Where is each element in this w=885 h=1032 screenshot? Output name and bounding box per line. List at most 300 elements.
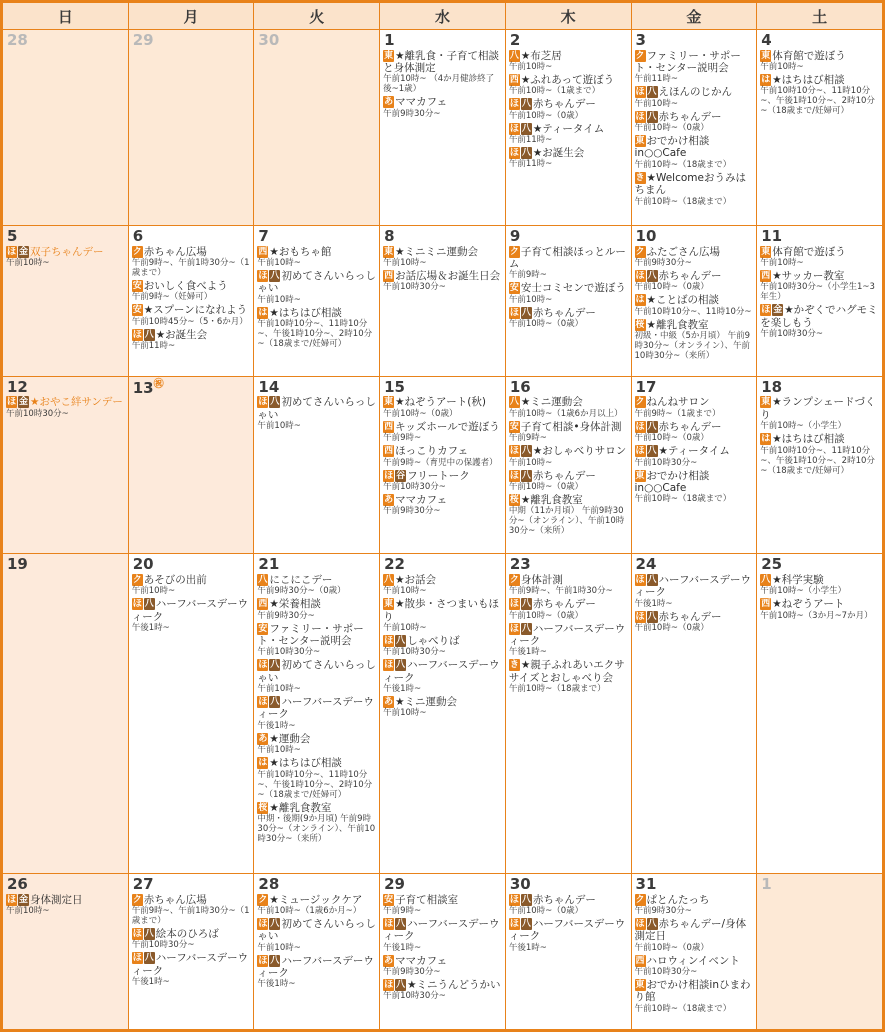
calendar-event[interactable] — [380, 955, 505, 979]
event-venue-tag: ほ — [509, 307, 519, 318]
event-time: 中期・後期(9か月頃) 午前9時30分~（オンライン）、午前10時30分~（来所） — [257, 814, 376, 845]
event-title: は ★ことばの相談 — [635, 294, 719, 307]
event-title: ク ふたごさん広場 — [635, 245, 721, 258]
calendar-day-cell[interactable] — [757, 226, 883, 377]
calendar-day-cell[interactable] — [128, 376, 254, 553]
calendar-event[interactable] — [254, 270, 379, 307]
event-venue-tag: ク — [132, 246, 142, 257]
calendar-event[interactable] — [129, 928, 254, 952]
event-venue-tag: ほ — [635, 421, 645, 432]
calendar-event[interactable] — [380, 979, 505, 1003]
day-number: 4 — [761, 31, 772, 49]
event-title: ほ 八 赤ちゃんデー — [635, 420, 722, 433]
calendar-day-cell[interactable] — [3, 554, 129, 874]
calendar-event[interactable] — [757, 50, 882, 74]
event-venue-tag: ほ — [509, 623, 519, 634]
calendar-event[interactable] — [254, 802, 379, 846]
event-title: 西 ★栄養相談 — [258, 598, 321, 611]
day-number: 10 — [635, 227, 657, 246]
event-title: は ★はちはび相談 — [258, 306, 342, 319]
calendar-event[interactable] — [632, 955, 757, 979]
calendar-table — [2, 2, 883, 1030]
calendar-event[interactable] — [380, 696, 505, 720]
event-time: 午前10時~（0歳） — [508, 319, 584, 330]
calendar-event[interactable] — [129, 574, 254, 598]
event-title: ク 赤ちゃん広場 — [132, 245, 207, 258]
event-time: 午前10時~（18歳まで） — [508, 684, 606, 695]
event-title: ほ 八 赤ちゃんデー/身体測定日 — [634, 917, 747, 943]
calendar-event[interactable] — [380, 659, 505, 696]
event-venue-tag: 八 — [270, 397, 280, 408]
event-title: 安 ファミリー・サポート・センター説明会 — [257, 622, 364, 647]
event-venue-tag: ほ — [384, 660, 394, 671]
calendar-event[interactable] — [506, 147, 631, 171]
event-time: 午前9時30分~ — [383, 108, 441, 119]
event-venue-tag: 桜 — [635, 319, 645, 330]
event-venue-tag: 八 — [144, 953, 154, 964]
event-venue-tag: 八 — [521, 123, 531, 134]
event-venue-tag: ほ — [132, 329, 142, 340]
event-time: 午前10時30分~ — [634, 457, 698, 468]
event-venue-tag: ク — [635, 246, 645, 257]
weekday-header: 水 — [380, 3, 506, 30]
event-time: 午後1時~ — [257, 720, 296, 731]
day-number: 15 — [384, 377, 405, 396]
calendar-event[interactable] — [380, 445, 505, 469]
holiday-marker: ㊗ — [153, 378, 164, 390]
event-time: 午前10時~ — [634, 98, 678, 109]
calendar-event[interactable] — [380, 50, 505, 97]
event-title: ほ 八 ★ミニうんどうかい — [384, 979, 501, 992]
event-title: ほ 八 ハーフバースデーウィーク — [634, 573, 751, 599]
day-number: 31 — [635, 875, 657, 894]
calendar-event[interactable] — [757, 396, 882, 433]
event-time: 午前10時~（0歳） — [634, 282, 709, 293]
event-title: 安 安士コミセンで遊ぼう — [509, 282, 626, 295]
calendar-event[interactable] — [632, 270, 757, 294]
calendar-day-cell[interactable] — [631, 226, 757, 377]
event-venue-tag: 八 — [647, 446, 657, 457]
event-title: 西 ★おもちゃ館 — [258, 245, 332, 258]
event-venue-tag: ほ — [7, 397, 17, 408]
event-title: ほ 八 赤ちゃんデー — [635, 110, 722, 123]
event-time: 午後1時~ — [131, 977, 170, 988]
event-venue-tag: ほ — [635, 270, 645, 281]
weekday-header: 木 — [505, 3, 631, 30]
event-time: 午前9時30分~ — [383, 967, 441, 978]
calendar-event[interactable] — [129, 246, 254, 280]
event-time: 午前10時~（0歳） — [634, 942, 709, 953]
event-time: 午前10時~（18歳まで） — [634, 494, 732, 505]
calendar-day-cell[interactable] — [128, 554, 254, 874]
event-title: 東 体育館で遊ぼう — [761, 245, 846, 258]
event-title: ク ぱとんたっち — [635, 893, 710, 906]
calendar-event[interactable] — [380, 598, 505, 635]
event-title: ほ 八 ★お誕生会 — [509, 147, 585, 160]
event-title: き ★親子ふれあいエクササイズとおしゃべり会 — [508, 659, 625, 684]
calendar-day-cell[interactable] — [128, 30, 254, 226]
calendar-day-cell[interactable] — [3, 376, 129, 553]
calendar-event[interactable] — [757, 270, 882, 304]
event-time: 中期（11か月頃） 午前9時30分~（オンライン）、午前10時30分~（来所） — [508, 506, 625, 537]
event-time: 午前10時~ （4か月健診終了後~1歳） — [383, 74, 495, 95]
event-venue-tag: ほ — [635, 574, 645, 585]
calendar-event[interactable] — [757, 74, 882, 118]
calendar-event[interactable] — [757, 246, 882, 270]
calendar-day-cell[interactable] — [128, 226, 254, 377]
event-time: 午前9時~、午前1時30分~（1歳まで） — [131, 905, 250, 926]
event-venue-tag: ほ — [132, 599, 142, 610]
day-number: 13㊗ — [132, 378, 164, 397]
calendar-day-cell[interactable] — [380, 226, 506, 377]
calendar-event[interactable] — [506, 307, 631, 331]
day-number: 11 — [761, 227, 783, 246]
calendar-event[interactable] — [632, 135, 757, 172]
event-venue-tag: ほ — [509, 446, 519, 457]
event-title: 安 子育て相談•身体計測 — [509, 420, 622, 433]
event-venue-tag: 西 — [509, 74, 519, 85]
event-venue-tag: ほ — [509, 470, 519, 481]
calendar-event[interactable] — [3, 246, 128, 270]
event-time: 午前10時~ — [508, 294, 553, 305]
event-title: 東 体育館で遊ぼう — [761, 49, 846, 62]
calendar-event[interactable] — [506, 50, 631, 74]
calendar-event[interactable] — [632, 574, 757, 611]
calendar-event[interactable] — [380, 894, 505, 918]
day-number: 29 — [384, 875, 405, 894]
event-time: 午前10時10分~、11時10分~ — [634, 306, 752, 317]
event-title: ほ 八 ★ティータイム — [509, 122, 605, 135]
event-venue-tag: ほ — [509, 148, 519, 159]
calendar-event[interactable] — [3, 894, 128, 918]
calendar-event[interactable] — [632, 894, 757, 918]
calendar-event[interactable] — [632, 172, 757, 209]
event-time: 午前10時30分~ — [383, 282, 446, 293]
calendar-day-cell[interactable] — [380, 554, 506, 874]
event-venue-tag: き — [635, 172, 645, 183]
event-venue-tag: 八 — [521, 307, 531, 318]
event-venue-tag: あ — [384, 97, 394, 108]
calendar-week-row — [3, 874, 883, 1030]
calendar-event[interactable] — [632, 445, 757, 469]
calendar-day-cell[interactable] — [3, 30, 129, 226]
event-venue-tag: ほ — [384, 470, 394, 481]
calendar-event[interactable] — [254, 598, 379, 622]
day-number: 19 — [7, 555, 28, 574]
event-title: ほ 八 ★ティータイム — [635, 445, 730, 458]
event-venue-tag: ほ — [7, 894, 17, 905]
day-number: 30 — [509, 875, 531, 894]
event-title: ク 子育て相談ほっとルーム — [508, 245, 626, 270]
event-time: 午前10時30分~ — [131, 940, 195, 951]
calendar-day-cell[interactable] — [757, 554, 883, 874]
day-number: 6 — [132, 227, 144, 246]
event-title: あ ★運動会 — [258, 732, 311, 745]
calendar-event[interactable] — [129, 598, 254, 635]
calendar-day-cell[interactable] — [254, 376, 380, 553]
event-title: 八 にこにこデー — [258, 573, 333, 586]
event-title: ほ 八 赤ちゃんデー — [509, 98, 596, 111]
calendar-day-cell[interactable] — [631, 30, 757, 226]
calendar-day-cell[interactable] — [380, 376, 506, 553]
day-number: 8 — [384, 227, 395, 246]
calendar-event[interactable] — [129, 329, 254, 353]
event-venue-tag: 八 — [521, 470, 531, 481]
calendar-event[interactable] — [632, 246, 757, 270]
event-venue-tag: 金 — [19, 894, 29, 905]
event-venue-tag: ほ — [509, 99, 519, 110]
calendar-event[interactable] — [632, 86, 757, 110]
event-title: ほ 八 赤ちゃんデー — [509, 598, 596, 611]
calendar-event[interactable] — [380, 246, 505, 270]
calendar-event[interactable] — [380, 396, 505, 420]
calendar-event[interactable] — [632, 979, 757, 1016]
event-time: 午前10時~（小学生） — [760, 421, 847, 432]
event-time: 午前11時~ — [634, 74, 678, 85]
calendar-event[interactable] — [380, 918, 505, 955]
event-title: 西 ハロウィンイベント — [635, 954, 740, 967]
calendar-event[interactable] — [632, 421, 757, 445]
event-venue-tag: 八 — [647, 611, 657, 622]
event-venue-tag: ほ — [509, 599, 519, 610]
calendar-event[interactable] — [632, 294, 757, 318]
calendar-event[interactable] — [632, 50, 757, 87]
calendar-event[interactable] — [506, 421, 631, 445]
calendar-event[interactable] — [380, 635, 505, 659]
calendar-event[interactable] — [506, 894, 631, 918]
calendar-day-cell[interactable] — [631, 554, 757, 874]
day-number: 27 — [132, 875, 154, 894]
calendar-day-cell[interactable] — [505, 554, 631, 874]
event-time: 午前9時~ — [383, 905, 422, 916]
day-number: 28 — [7, 31, 28, 49]
calendar-event[interactable] — [380, 270, 505, 294]
event-title: 東 ★ランプシェードづくり — [760, 396, 876, 421]
event-time: 午前10時~ — [508, 61, 553, 72]
calendar-event[interactable] — [506, 445, 631, 469]
day-number: 3 — [635, 31, 646, 49]
calendar-week-row — [3, 226, 883, 377]
calendar-event[interactable] — [757, 574, 882, 598]
calendar-event[interactable] — [506, 123, 631, 147]
calendar-event[interactable] — [757, 304, 882, 341]
event-venue-tag: ほ — [635, 611, 645, 622]
event-venue-tag: ほ — [635, 918, 645, 929]
event-venue-tag: 八 — [521, 99, 531, 110]
day-number: 18 — [761, 377, 783, 396]
calendar-event[interactable] — [632, 111, 757, 135]
event-venue-tag: 安 — [258, 623, 268, 634]
event-venue-tag: 東 — [761, 246, 771, 257]
event-venue-tag: あ — [384, 955, 394, 966]
calendar-event[interactable] — [506, 74, 631, 98]
event-venue-tag: ク — [635, 397, 645, 408]
calendar-event[interactable] — [506, 396, 631, 420]
event-title: ク 赤ちゃん広場 — [132, 893, 207, 906]
calendar-event[interactable] — [380, 574, 505, 598]
calendar-day-cell[interactable] — [757, 376, 883, 553]
calendar-day-cell[interactable] — [631, 874, 757, 1030]
calendar-day-cell[interactable] — [254, 874, 380, 1030]
calendar-event[interactable] — [506, 598, 631, 622]
event-time: 午前11時~ — [508, 159, 553, 170]
event-venue-tag: 西 — [635, 955, 645, 966]
calendar-event[interactable] — [129, 894, 254, 928]
calendar-event[interactable] — [506, 918, 631, 955]
event-venue-tag: 八 — [270, 955, 280, 966]
event-title: 西 ★サッカー教室 — [761, 269, 845, 282]
event-venue-tag: 西 — [384, 446, 394, 457]
event-venue-tag: ほ — [258, 918, 268, 929]
event-time: 午前10時~ — [257, 421, 301, 432]
event-venue-tag: 八 — [521, 918, 531, 929]
weekday-header: 金 — [631, 3, 757, 30]
day-number: 25 — [761, 555, 783, 574]
calendar-day-cell[interactable] — [757, 30, 883, 226]
event-venue-tag: 安 — [509, 421, 519, 432]
event-venue-tag: ほ — [761, 305, 771, 316]
event-title: ほ 八 ハーフバースデーウィーク — [508, 917, 626, 943]
event-venue-tag: 八 — [396, 918, 406, 929]
day-number: 21 — [258, 555, 280, 574]
event-venue-tag: ほ — [258, 660, 268, 671]
event-venue-tag: ほ — [258, 697, 268, 708]
calendar-day-cell[interactable] — [254, 554, 380, 874]
event-time: 午前10時~ — [257, 294, 301, 305]
calendar-event[interactable] — [254, 623, 379, 660]
event-time: 午前10時10分~、11時10分~、午後1時10分~、2時10分~（18歳まで/妊婦可） — [760, 86, 875, 117]
event-time: 午後1時~ — [131, 622, 170, 633]
day-number: 29 — [132, 31, 154, 49]
event-venue-tag: ほ — [509, 123, 519, 134]
weekday-header: 火 — [254, 3, 380, 30]
calendar-event[interactable] — [506, 98, 631, 122]
event-venue-tag: 八 — [647, 918, 657, 929]
event-title: 西 ほっこりカフェ — [384, 445, 469, 458]
calendar-event[interactable] — [254, 733, 379, 757]
calendar-event[interactable] — [506, 494, 631, 538]
calendar-event[interactable] — [632, 396, 757, 420]
calendar-event[interactable] — [254, 894, 379, 918]
event-time: 午前10時30分~ — [760, 329, 823, 340]
calendar-event[interactable] — [254, 574, 379, 598]
calendar-event[interactable] — [380, 494, 505, 518]
calendar-event[interactable] — [506, 623, 631, 660]
event-venue-tag: 八 — [270, 918, 280, 929]
calendar-day-cell[interactable] — [505, 30, 631, 226]
calendar-event[interactable] — [129, 280, 254, 304]
calendar-day-cell[interactable] — [3, 874, 129, 1030]
calendar-day-cell[interactable] — [505, 376, 631, 553]
event-venue-tag: 西 — [384, 421, 394, 432]
calendar-event[interactable] — [632, 611, 757, 635]
event-venue-tag: ク — [635, 50, 645, 61]
calendar-event[interactable] — [254, 659, 379, 696]
day-number: 24 — [635, 555, 657, 574]
event-time: 午前9時30分~（0歳） — [257, 586, 346, 597]
calendar-event[interactable] — [254, 955, 379, 992]
calendar-event[interactable] — [506, 282, 631, 306]
event-time: 午後1時~ — [257, 979, 296, 990]
calendar-event[interactable] — [254, 757, 379, 801]
event-time: 午前10時~（1歳6か月以上） — [508, 408, 623, 419]
event-title: 東 ★ねぞうアート(秋) — [384, 396, 486, 409]
calendar-day-cell[interactable] — [505, 874, 631, 1030]
event-title: 安 ★スプーンになれよう — [132, 304, 248, 317]
calendar-day-cell[interactable] — [631, 376, 757, 553]
event-time: 午前9時30分~ — [634, 257, 692, 268]
event-time: 午前9時~ — [508, 270, 547, 281]
calendar-event[interactable] — [380, 421, 505, 445]
calendar-week-row — [3, 30, 883, 226]
calendar-day-cell[interactable] — [505, 226, 631, 377]
event-venue-tag: 西 — [258, 246, 268, 257]
calendar-event[interactable] — [632, 319, 757, 363]
calendar-day-cell[interactable] — [380, 30, 506, 226]
calendar-event[interactable] — [254, 696, 379, 733]
calendar-event[interactable] — [129, 304, 254, 328]
day-number: 1 — [384, 31, 395, 49]
day-number: 26 — [7, 875, 28, 894]
event-venue-tag: 八 — [521, 894, 531, 905]
weekday-header: 土 — [757, 3, 883, 30]
calendar-event[interactable] — [380, 96, 505, 120]
calendar-day-cell[interactable] — [380, 874, 506, 1030]
calendar-event[interactable] — [380, 470, 505, 494]
event-venue-tag: ク — [509, 246, 519, 257]
event-venue-tag: き — [509, 660, 519, 671]
event-venue-tag: 東 — [384, 50, 394, 61]
calendar-event[interactable] — [506, 246, 631, 283]
calendar-event[interactable] — [757, 598, 882, 622]
weekday-header-row — [3, 3, 883, 30]
calendar-day-cell[interactable] — [254, 226, 380, 377]
event-venue-tag: ほ — [509, 918, 519, 929]
calendar-event[interactable] — [254, 246, 379, 270]
calendar-event[interactable] — [3, 396, 128, 420]
calendar-event[interactable] — [254, 396, 379, 433]
event-venue-tag: 桜 — [258, 802, 268, 813]
calendar-event[interactable] — [506, 470, 631, 494]
calendar-event[interactable] — [757, 433, 882, 477]
calendar-event[interactable] — [254, 307, 379, 351]
event-title: ほ 八 絵本のひろば — [132, 927, 219, 940]
event-time: 午前9時30分~ — [634, 905, 692, 916]
event-venue-tag: 八 — [521, 599, 531, 610]
calendar-event[interactable] — [632, 470, 757, 507]
event-title: 東 ★ミニミニ運動会 — [384, 245, 479, 258]
calendar-event[interactable] — [129, 952, 254, 989]
day-number: 16 — [509, 377, 531, 396]
event-title: ほ 八 赤ちゃんデー — [635, 610, 722, 623]
event-time: 午前10時~ — [508, 457, 553, 468]
event-time: 午後1時~ — [634, 598, 673, 609]
calendar-day-cell[interactable] — [757, 874, 883, 1030]
calendar-event[interactable] — [254, 918, 379, 955]
event-title: ほ 八 ハーフバースデーウィーク — [383, 917, 500, 943]
calendar-event[interactable] — [506, 574, 631, 598]
event-venue-tag: 安 — [132, 305, 142, 316]
event-venue-tag: 八 — [270, 660, 280, 671]
day-number: 23 — [509, 555, 531, 574]
event-time: 午前10時30分~ — [634, 967, 698, 978]
calendar-event[interactable] — [506, 659, 631, 696]
calendar-day-cell[interactable] — [254, 30, 380, 226]
weekday-header: 月 — [128, 3, 254, 30]
calendar-day-cell[interactable] — [128, 874, 254, 1030]
calendar-event[interactable] — [632, 918, 757, 955]
calendar-day-cell[interactable] — [3, 226, 129, 377]
